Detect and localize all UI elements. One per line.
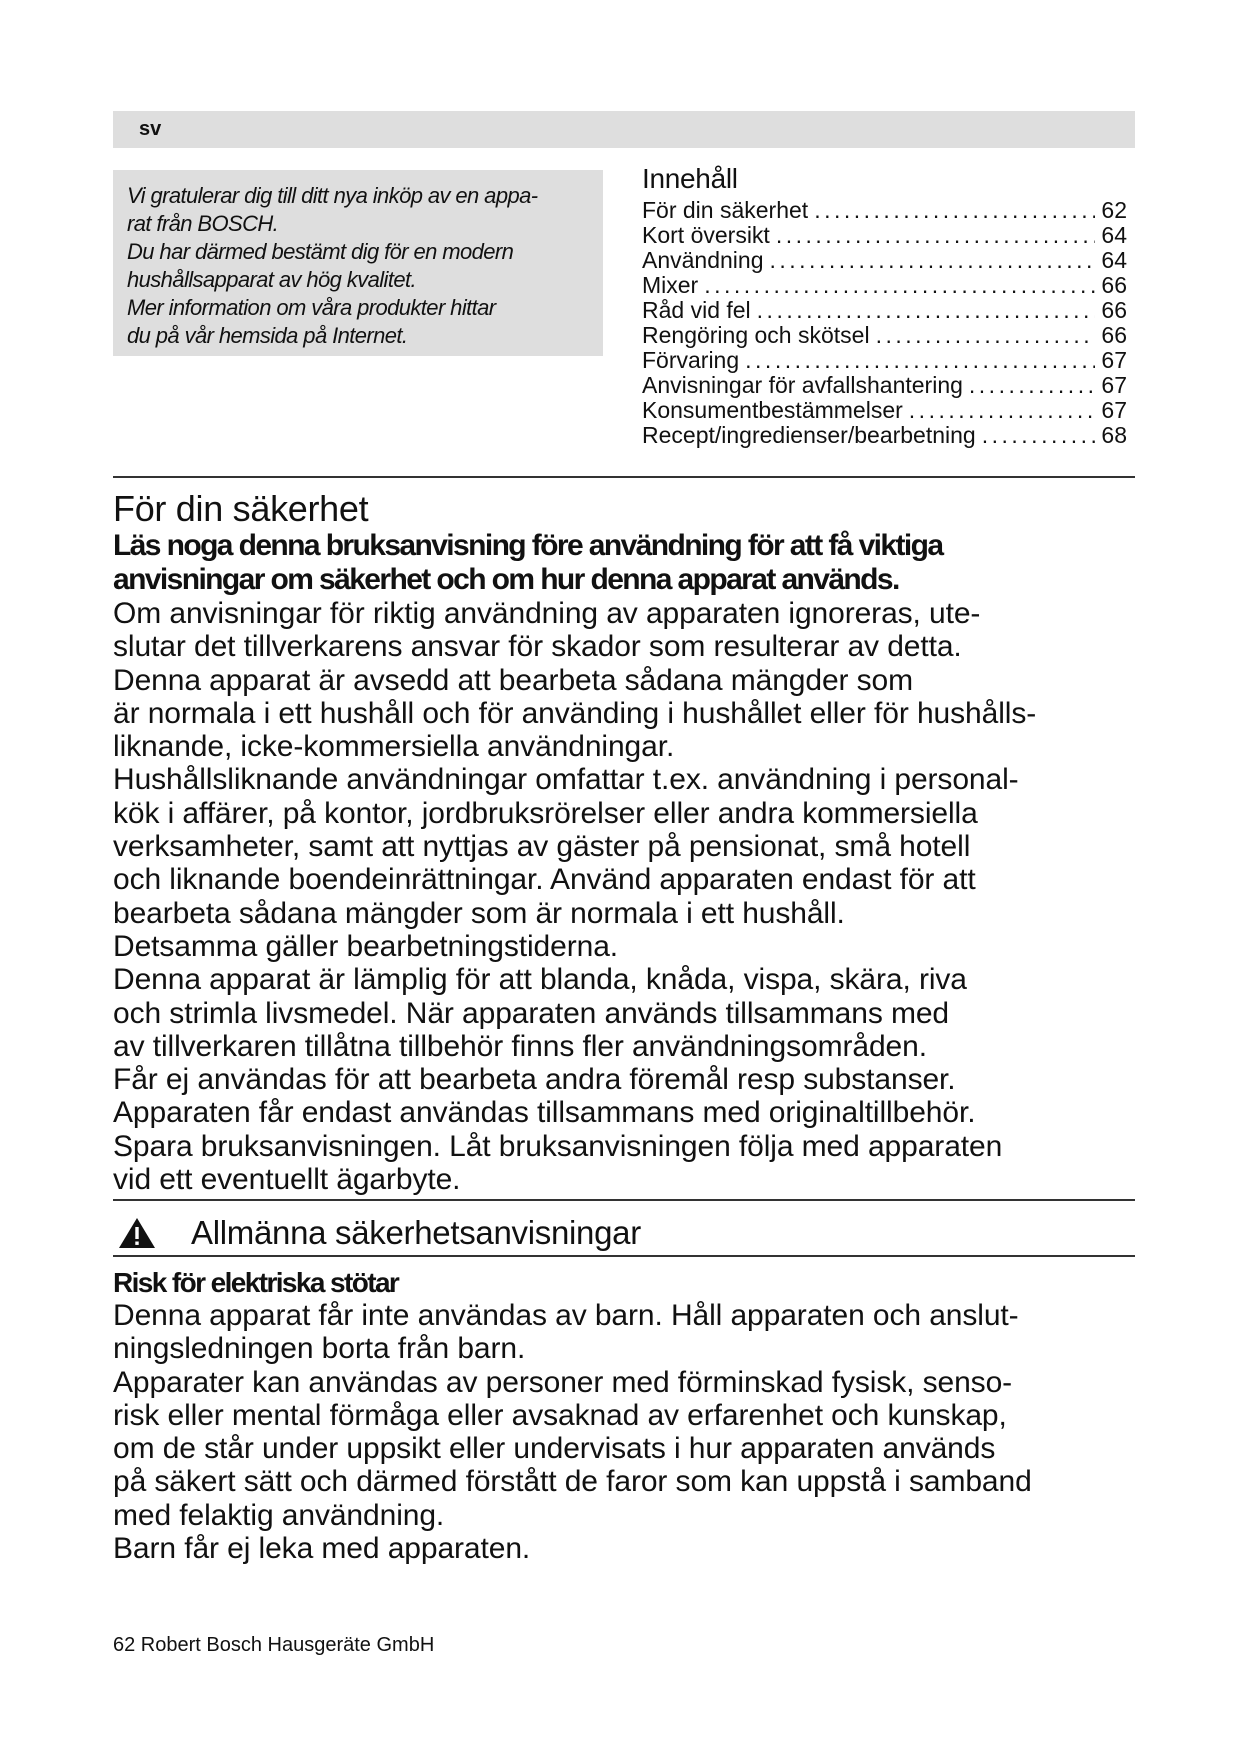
- toc-entry[interactable]: [642, 248, 1127, 273]
- general-safety-heading: [113, 1213, 641, 1253]
- body-line: liknande, icke-kommersiella användningar.: [113, 730, 675, 764]
- toc-entry-page: 66: [1101, 272, 1127, 298]
- toc-entry[interactable]: [642, 398, 1127, 423]
- language-code: sv: [139, 118, 162, 140]
- body-line: Denna apparat är avsedd att bearbeta sådana mängder som: [113, 663, 914, 697]
- body-line: verksamheter, samt att nyttjas av gäster på pensionat, små hotell: [113, 830, 971, 864]
- toc-entry-label: Recept/ingredienser/bearbetning: [642, 422, 976, 448]
- table-of-contents: [642, 162, 1127, 448]
- general-safety-body: [113, 1299, 1153, 1565]
- body-line: Detsamma gäller bearbetningstiderna.: [113, 929, 619, 963]
- toc-entry-page: 66: [1101, 297, 1127, 323]
- body-line: risk eller mental förmåga eller avsaknad av erfarenhet och kunskap,: [113, 1398, 1007, 1432]
- subsection-title: Risk för elektriska stötar: [113, 1267, 399, 1298]
- toc-entry-page: 68: [1101, 422, 1127, 448]
- body-line: med felaktig användning.: [113, 1498, 445, 1532]
- section-divider: [113, 476, 1135, 478]
- intro-line: du på vår hemsida på Internet.: [127, 323, 408, 348]
- language-bar: [113, 111, 1135, 148]
- intro-line: rat från BOSCH.: [127, 211, 279, 236]
- body-line: kök i affärer, på kontor, jordbruksrörelser eller andra kommersiella: [113, 796, 978, 830]
- toc-entry-label: För din säkerhet: [642, 197, 809, 223]
- body-line: slutar det tillverkarens ansvar för skador som resulterar av detta.: [113, 630, 962, 664]
- body-line: Spara bruksanvisningen. Låt bruksanvisningen följa med apparaten: [113, 1129, 1003, 1163]
- toc-entry-page: 64: [1101, 247, 1127, 273]
- body-line: Får ej användas för att bearbeta andra föremål resp substanser.: [113, 1063, 956, 1097]
- warning-triangle-icon: [117, 1216, 157, 1250]
- body-line: vid ett eventuellt ägarbyte.: [113, 1163, 461, 1197]
- toc-entry[interactable]: [642, 348, 1127, 373]
- body-line: på säkert sätt och därmed förstått de faror som kan uppstå i samband: [113, 1465, 1032, 1499]
- body-line: och strimla livsmedel. När apparaten används tillsammans med: [113, 996, 950, 1030]
- lead-line: anvisningar om säkerhet och om hur denna apparat används.: [113, 563, 899, 596]
- body-line: Om anvisningar för riktig användning av apparaten ignoreras, ute-: [113, 597, 981, 630]
- toc-entry[interactable]: [642, 198, 1127, 223]
- toc-entry-page: 67: [1101, 397, 1127, 423]
- intro-line: Du har därmed bestämt dig för en modern: [127, 239, 514, 264]
- body-line: Barn får ej leka med apparaten.: [113, 1532, 531, 1566]
- body-line: bearbeta sådana mängder som är normala i ett hushåll.: [113, 896, 845, 930]
- body-line: ningsledningen borta från barn.: [113, 1332, 526, 1366]
- section-divider: [113, 1255, 1135, 1257]
- body-line: om de står under uppsikt eller undervisats i hur apparaten används: [113, 1432, 996, 1466]
- body-line: och liknande boendeinrättningar. Använd apparaten endast för att: [113, 863, 976, 897]
- toc-entry[interactable]: [642, 273, 1127, 298]
- body-line: Denna apparat är lämplig för att blanda, knåda, vispa, skära, riva: [113, 963, 967, 997]
- toc-entry[interactable]: [642, 423, 1127, 448]
- toc-entry[interactable]: [642, 323, 1127, 348]
- toc-entry-label: Förvaring: [642, 347, 740, 373]
- toc-entry-label: Anvisningar för avfallshantering: [642, 372, 963, 398]
- toc-entry-page: 62: [1101, 197, 1127, 223]
- toc-entry-label: Mixer: [642, 272, 699, 298]
- page-footer: 62 Robert Bosch Hausgeräte GmbH: [113, 1634, 435, 1656]
- toc-entry-label: Konsumentbestämmelser: [642, 397, 903, 423]
- toc-entry-label: Användning: [642, 247, 764, 273]
- body-line: Apparater kan användas av personer med förminskad fysisk, senso-: [113, 1365, 1013, 1399]
- toc-entry-page: 64: [1101, 222, 1127, 248]
- toc-entry[interactable]: [642, 298, 1127, 323]
- toc-entry-page: 67: [1101, 372, 1127, 398]
- lead-line: Läs noga denna bruksanvisning före användning för att få viktiga: [113, 529, 943, 562]
- section-title: För din säkerhet: [113, 488, 369, 529]
- safety-body: [113, 597, 1153, 1196]
- body-line: Apparaten får endast användas tillsammans med originaltillbehör.: [113, 1096, 976, 1130]
- body-line: Hushållsliknande användningar omfattar t.ex. användning i personal-: [113, 763, 1019, 797]
- safety-lead: [113, 529, 1143, 597]
- toc-entry-label: Kort översikt: [642, 222, 770, 248]
- body-line: av tillverkaren tillåtna tillbehör finns fler användningsområden.: [113, 1029, 927, 1063]
- toc-entry-page: 67: [1101, 347, 1127, 373]
- body-line: Denna apparat får inte användas av barn. Håll apparaten och anslut-: [113, 1299, 1019, 1332]
- toc-entry-page: 66: [1101, 322, 1127, 348]
- toc-entry-label: Råd vid fel: [642, 297, 751, 323]
- toc-title: Innehåll: [642, 163, 738, 194]
- toc-entry[interactable]: [642, 373, 1127, 398]
- intro-line: hushållsapparat av hög kvalitet.: [127, 267, 416, 292]
- body-line: är normala i ett hushåll och för använding i hushållet eller för hushålls-: [113, 696, 1037, 730]
- toc-entry[interactable]: [642, 223, 1127, 248]
- intro-line: Vi gratulerar dig till ditt nya inköp av en appa-: [127, 183, 538, 208]
- toc-entry-label: Rengöring och skötsel: [642, 322, 870, 348]
- intro-line: Mer information om våra produkter hittar: [127, 295, 496, 320]
- intro-box: [113, 170, 603, 356]
- general-safety-title: Allmänna säkerhetsanvisningar: [191, 1214, 641, 1251]
- section-divider: [113, 1199, 1135, 1201]
